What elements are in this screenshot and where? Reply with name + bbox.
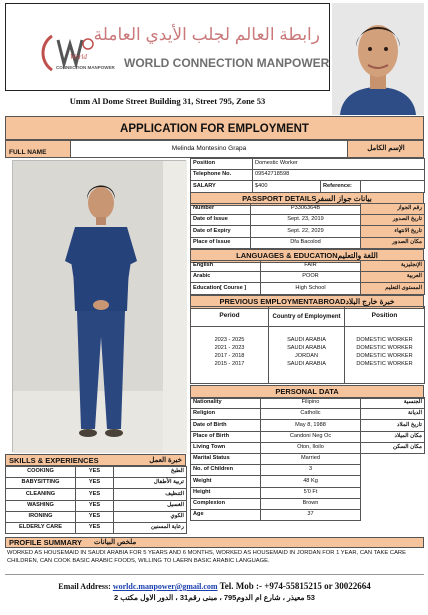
applicant-full-body-photo (12, 160, 186, 452)
personal-row (191, 409, 425, 420)
applicant-headshot (332, 3, 424, 115)
position-value: Domestic Worker (253, 159, 425, 170)
language-row (191, 261, 425, 272)
passport-issue-label-ar: تاريخ الصدور (361, 215, 425, 226)
passport-number-label-ar: رقم الجواز (361, 204, 425, 215)
religion-label: Religion (191, 409, 261, 420)
skill-value: YES (76, 500, 114, 511)
reference-value (361, 181, 425, 192)
company-address: Umm Al Dome Street Building 31, Street 795, Zone 53 (69, 96, 266, 106)
skills-title-ar: خبرة العمل (149, 457, 182, 464)
period-cell: 2017 - 2018 (191, 353, 269, 362)
english-value: FAIR (261, 261, 361, 272)
skill-label: IRONING (6, 511, 76, 522)
skill-label-ar: رعاية المسنين (114, 522, 187, 533)
skill-label: BABYSITTING (6, 478, 76, 489)
full-name-label: FULL NAME (9, 149, 47, 156)
language-row (191, 272, 425, 283)
passport-row (191, 215, 425, 226)
living-town-label: Living Town (191, 442, 261, 453)
telephone-value: 09542718598 (253, 170, 425, 181)
personal-row (191, 442, 425, 453)
complexion-value: Brown (261, 498, 361, 509)
personal-row (191, 476, 425, 487)
profile-text: WORKED AS HOUSEMAID IN SAUDI ARABIA FOR 5 YEARS AND 6 MONTHS, WORKED AS HOUSEMAID IN JORDAN FOR 1 YEAR, CAN TAKE CARE CHILDREN, CAN COOK BASIC ARABIC FOODS, WILLING TO LAERN BASIC ARABIC LANGUAGE. (7, 550, 406, 564)
children-label: No. of Children (191, 465, 261, 476)
profile-title: PROFILE SUMMARY (9, 538, 83, 547)
logo-text-top: World (70, 53, 87, 61)
position-cell: DOMESTIC WORKER (345, 362, 425, 384)
full-name-label-ar: الإسم الكامل (367, 145, 405, 152)
country-cell: SAUDI ARABIA (269, 362, 345, 384)
marital-value: Married (261, 453, 361, 464)
personal-row (191, 465, 425, 476)
passport-section-header: PASSPORT DETAILSبيانات جواز السفر (190, 192, 424, 206)
marital-label: Marital Status (191, 453, 261, 464)
skill-row (6, 489, 187, 500)
pob-value: Candoni Neg Oc (261, 431, 361, 442)
country-cell: SAUDI ARABIA (269, 327, 345, 345)
skill-label-ar: الطبخ (114, 467, 187, 478)
period-cell: 2021 - 2023 (191, 345, 269, 354)
education-value: High School (261, 283, 361, 294)
living-town-label-ar: مكان السكن (361, 442, 425, 453)
col-period: Period (191, 307, 269, 327)
skill-value: YES (76, 511, 114, 522)
personal-row (191, 420, 425, 431)
passport-row (191, 226, 425, 237)
personal-row (191, 431, 425, 442)
language-row (191, 283, 425, 294)
email-link[interactable]: worldc.manpower@gmail.com (112, 582, 218, 591)
personal-row (191, 453, 425, 464)
pob-label: Place of Birth (191, 431, 261, 442)
passport-number-value: P3306364B (251, 204, 361, 215)
arabic-label: Arabic (191, 272, 261, 283)
profile-title-ar: ملخص البيانات (94, 539, 137, 546)
age-value: 37 (261, 509, 361, 520)
english-label-ar: الإنجليزية (361, 261, 425, 272)
footer-contact-line (5, 581, 424, 591)
form-title: APPLICATION FOR EMPLOYMENT (120, 123, 309, 135)
passport-expiry-value: Sept. 22, 2029 (251, 226, 361, 237)
footer-arabic-address: 53 معيذر ، شارع ام الدوم795 ، مبنى رقم31 ، الدور الاول مكتب 2 (114, 593, 315, 602)
age-label: Age (191, 509, 261, 520)
personal-table (190, 397, 425, 521)
period-cell: 2023 - 2025 (191, 327, 269, 345)
personal-row (191, 398, 425, 409)
passport-place-label: Place of Issue (191, 237, 251, 248)
skill-row (6, 500, 187, 511)
height-label: Height (191, 487, 261, 498)
passport-issue-value: Sept. 23, 2019 (251, 215, 361, 226)
personal-row (191, 487, 425, 498)
position-cell: DOMESTIC WORKER (345, 353, 425, 362)
living-town-value: Oton, Iloilo (261, 442, 361, 453)
personal-section-header: PERSONAL DATA (190, 385, 424, 399)
employment-table (190, 306, 425, 384)
company-english-name: WORLD CONNECTION MANPOWER (124, 56, 330, 70)
weight-label: Weight (191, 476, 261, 487)
col-position: Position (345, 307, 425, 327)
skill-label-ar: الغسيل (114, 500, 187, 511)
languages-table (190, 260, 425, 295)
arabic-label-ar: العربية (361, 272, 425, 283)
personal-row (191, 498, 425, 509)
nationality-label-ar: الجنسية (361, 398, 425, 409)
skill-row (6, 511, 187, 522)
skill-value: YES (76, 478, 114, 489)
skill-row (6, 522, 187, 533)
position-label: Position (191, 159, 253, 170)
skill-label-ar: التنظيف (114, 489, 187, 500)
skill-label: COOKING (6, 467, 76, 478)
skill-value: YES (76, 467, 114, 478)
passport-table (190, 203, 425, 249)
skill-label-ar: تربية الأطفال (114, 478, 187, 489)
passport-number-label: Number (191, 204, 251, 215)
skills-title: SKILLS & EXPERIENCES (9, 456, 99, 465)
dob-label-ar: تاريخ الملاد (361, 420, 425, 431)
employment-header-row (191, 307, 425, 327)
telephone-text: Tel. Mob :- +974-55815215 or 30022664 (219, 581, 371, 591)
salary-value: $400 (253, 181, 321, 192)
position-table (190, 158, 425, 193)
skill-label: ELDERLY CARE (6, 522, 76, 533)
personal-row (191, 509, 425, 520)
company-arabic-name: رابطة العالم لجلب الأيدي العاملة (93, 25, 320, 44)
arabic-value: POOR (261, 272, 361, 283)
passport-place-value: Dfa Bacolod (251, 237, 361, 248)
skill-row (6, 467, 187, 478)
skills-table (5, 466, 187, 534)
logo-text-bottom: CONNECTION MANPOWER (56, 65, 115, 70)
passport-expiry-label: Date of Expiry (191, 226, 251, 237)
employment-row (191, 345, 425, 354)
passport-expiry-label-ar: تاريخ الانتهاء (361, 226, 425, 237)
dob-value: May 8, 1988 (261, 420, 361, 431)
education-label: Education[ Course ] (191, 283, 261, 294)
complexion-label: Complexion (191, 498, 261, 509)
telephone-label: Telephone No. (191, 170, 253, 181)
english-label: English (191, 261, 261, 272)
position-cell: DOMESTIC WORKER (345, 327, 425, 345)
period-cell: 2015 - 2017 (191, 362, 269, 384)
salary-label: SALARY (191, 181, 253, 192)
dob-label: Date of Birth (191, 420, 261, 431)
children-value: 3 (261, 465, 361, 476)
skill-value: YES (76, 522, 114, 533)
passport-row (191, 237, 425, 248)
full-name-value: Melinda Montesino Grapa (171, 145, 247, 152)
employment-section-header: PREVIOUS EMPLOYMENTABROADخبرة خارج البلاد (190, 295, 424, 309)
position-cell: DOMESTIC WORKER (345, 345, 425, 354)
languages-section-header: LANGUAGES & EDUCATIONاللغة والتعليم (190, 249, 424, 263)
education-label-ar: المستوى التعليم (361, 283, 425, 294)
religion-label-ar: الديانة (361, 409, 425, 420)
col-country: Country of Employment (269, 307, 345, 327)
country-cell: SAUDI ARABIA (269, 345, 345, 354)
employment-row (191, 327, 425, 345)
footer-divider (5, 574, 424, 575)
weight-value: 48 Kg (261, 476, 361, 487)
nationality-value: Filipino (261, 398, 361, 409)
skill-label: WASHING (6, 500, 76, 511)
passport-issue-label: Date of Issue (191, 215, 251, 226)
email-label: Email Address: (58, 582, 111, 591)
passport-row (191, 204, 425, 215)
height-value: 5'0 Ft (261, 487, 361, 498)
skill-label-ar: الكوي (114, 511, 187, 522)
employment-row (191, 362, 425, 384)
country-cell: JORDAN (269, 353, 345, 362)
skill-value: YES (76, 489, 114, 500)
reference-label: Reference: (321, 181, 361, 192)
passport-place-label-ar: مكان الصدور (361, 237, 425, 248)
nationality-label: Nationality (191, 398, 261, 409)
religion-value: Catholic (261, 409, 361, 420)
pob-label-ar: مكان الميلاد (361, 431, 425, 442)
skill-label: CLEANING (6, 489, 76, 500)
skill-row (6, 478, 187, 489)
